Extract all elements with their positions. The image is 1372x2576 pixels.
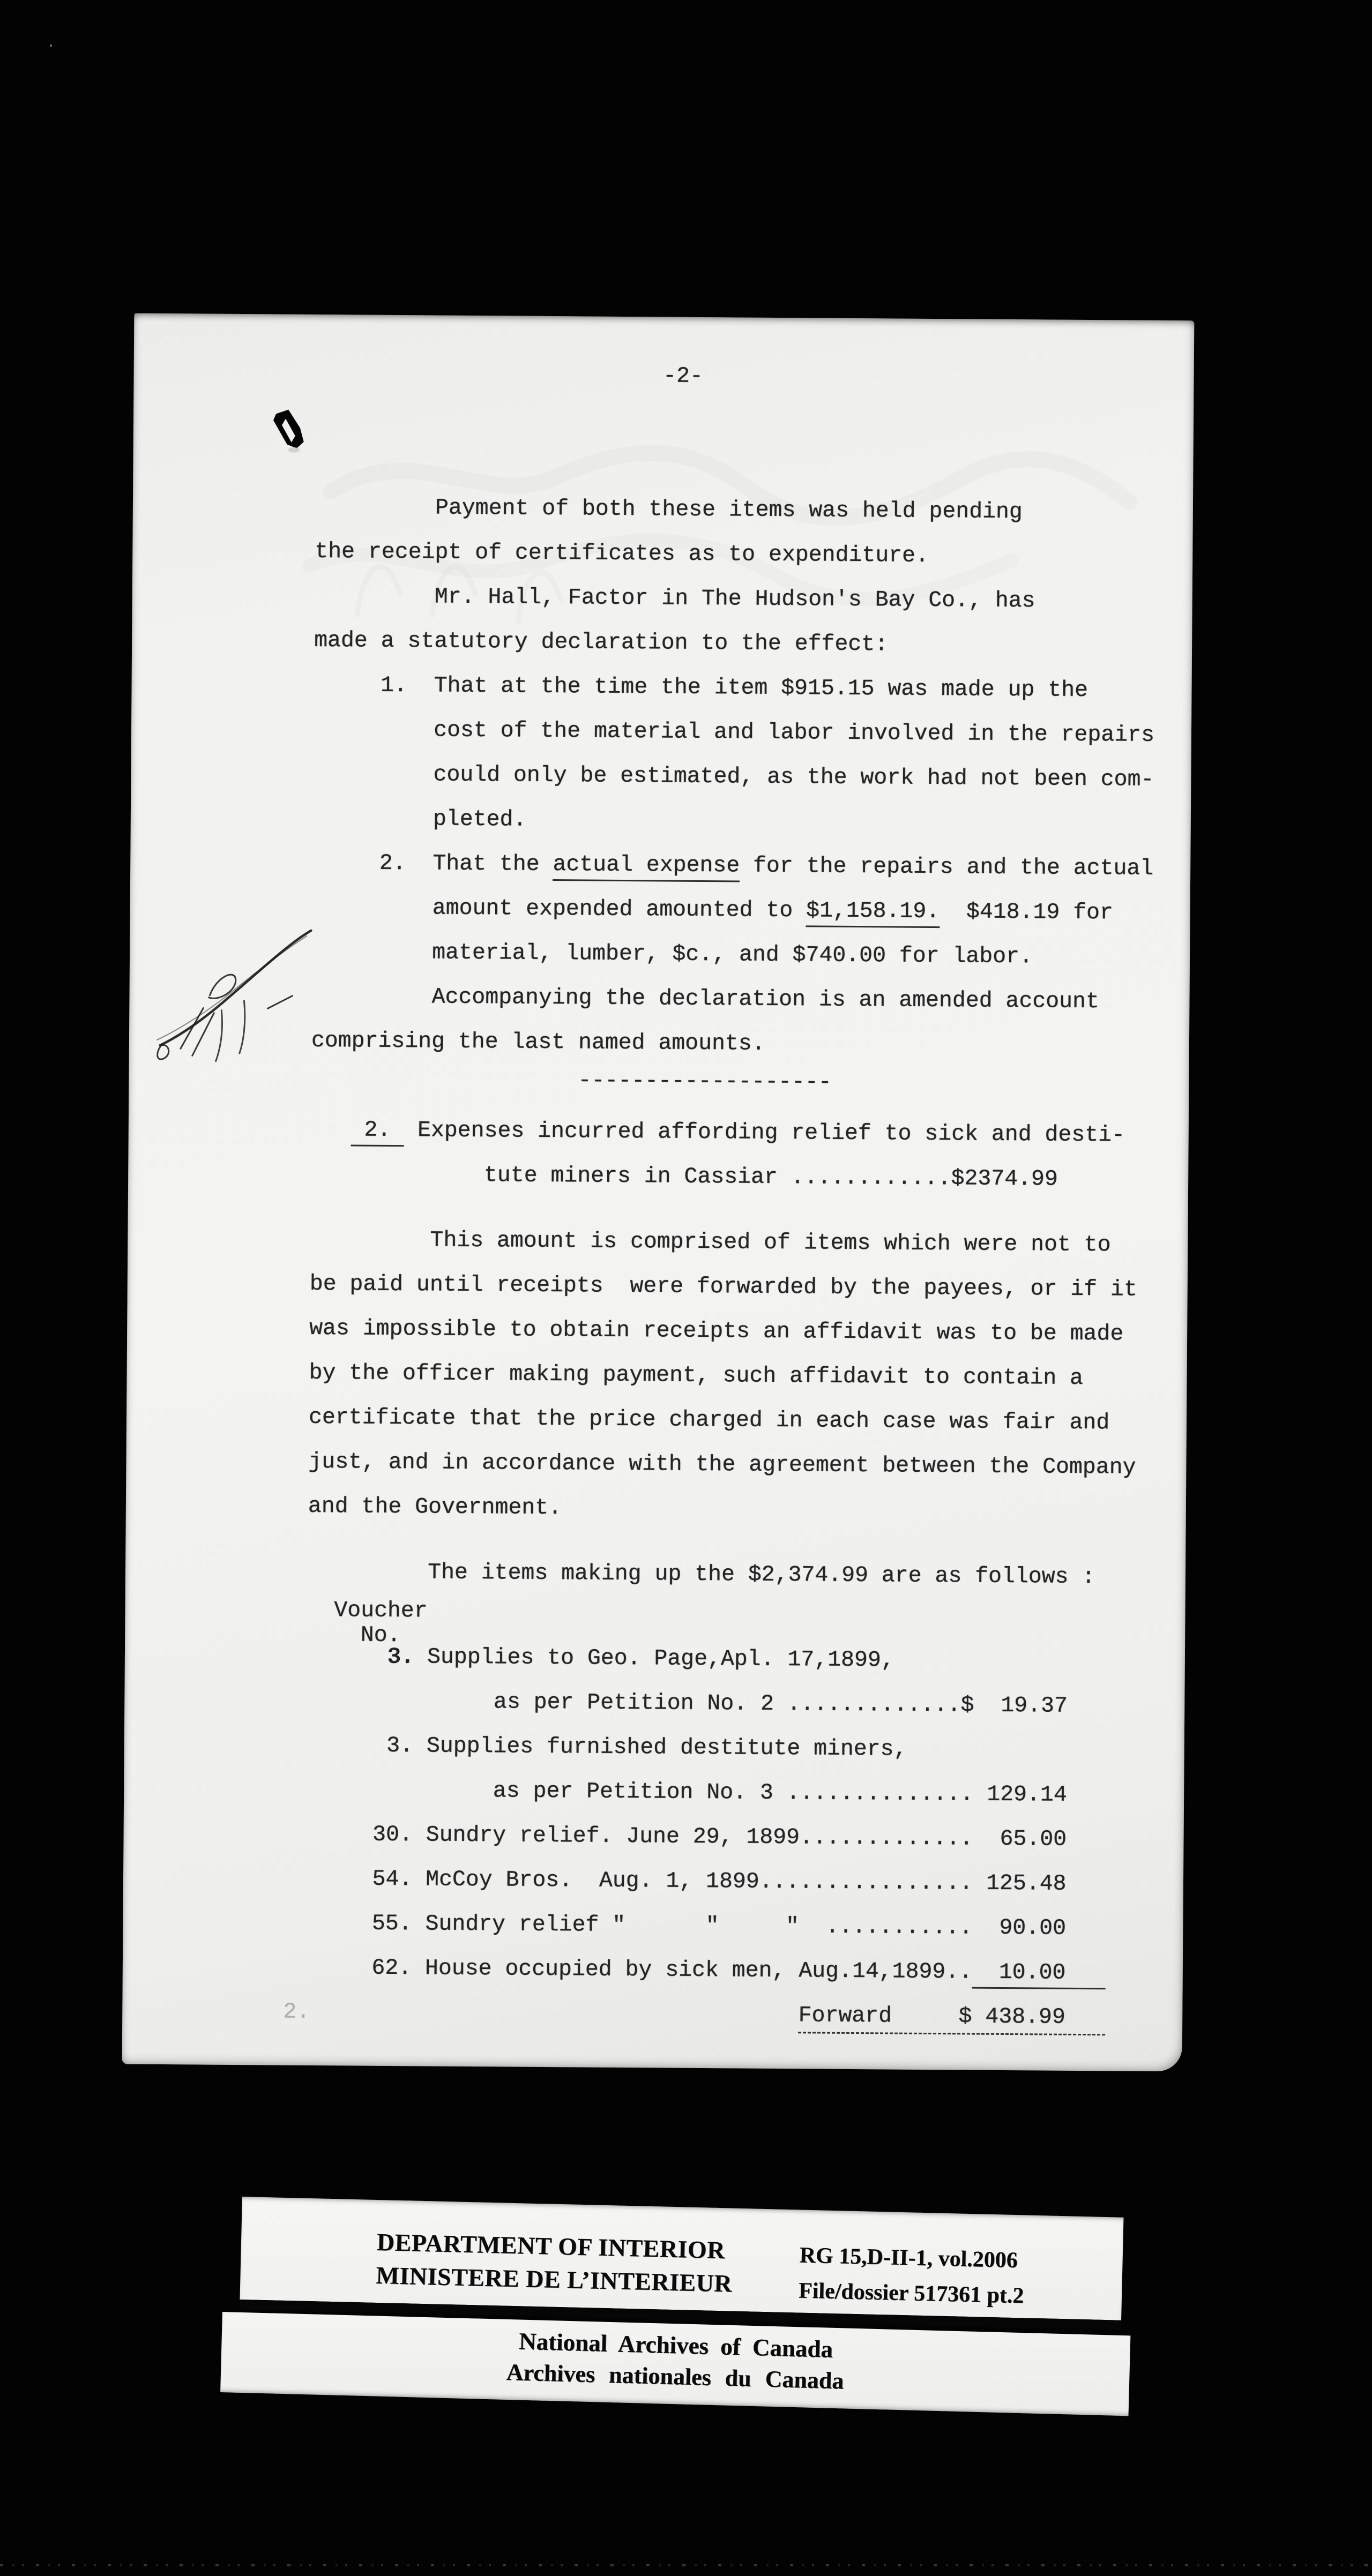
- text-line: -2-: [316, 361, 704, 389]
- text-line: pleted.: [312, 805, 527, 833]
- page-text-layer: [122, 313, 1195, 2072]
- text-line: material, lumber, $c., and $740.00 for labor.: [311, 939, 1033, 970]
- text-line: Payment of both these items was held pending: [315, 494, 1023, 525]
- text-line: 62. House occupied by sick men, Aug.14,1899.. 10.00: [305, 1945, 1106, 1995]
- text-line: amount expended amounted to $1,158.19. $418.19 for: [312, 885, 1113, 935]
- text-line: 2. Expenses incurred affording relief to sick and desti-: [351, 1117, 1125, 1148]
- department-title-fr: MINISTERE DE L’INTERIEUR: [376, 2261, 733, 2297]
- text-line: as per Petition No. 3 .............. 129.14: [306, 1777, 1067, 1808]
- text-line: No.: [307, 1622, 401, 1649]
- text-line: The items making up the $2,374.99 are as follows :: [307, 1559, 1095, 1590]
- archive-reference: [798, 2238, 1025, 2314]
- text-line: Forward $ 438.99: [304, 1990, 1106, 2040]
- file-dossier-reference: File/dossier 517361 pt.2: [798, 2278, 1024, 2309]
- text-line: the receipt of certificates as to expenditure.: [315, 538, 929, 568]
- archive-stamp-box: [240, 2197, 1123, 2330]
- text-line: by the officer making payment, such affidavit to contain a: [309, 1360, 1084, 1391]
- text-line: could only be estimated, as the work had not been com-: [313, 761, 1154, 792]
- text-line: and the Government.: [308, 1493, 562, 1521]
- text-line: Accompanying the declaration is an amended account: [311, 983, 1100, 1015]
- text-line: 2.: [283, 1999, 310, 2025]
- text-line: just, and in accordance with the agreement between the Company: [308, 1449, 1136, 1480]
- archives-name-fr: Archives nationales du Canada: [506, 2358, 845, 2394]
- text-line: made a statutory declaration to the effect:: [314, 627, 889, 657]
- document-page: [122, 313, 1195, 2072]
- text-line: Voucher: [307, 1597, 428, 1624]
- text-line: was impossible to obtain receipts an affidavit was to be made: [309, 1315, 1124, 1347]
- department-title: [376, 2226, 733, 2301]
- text-line: as per Petition No. 2 .............$ 19.37: [307, 1688, 1068, 1719]
- department-title-en: DEPARTMENT OF INTERIOR: [376, 2228, 726, 2264]
- text-line: certificate that the price charged in each case was fair and: [308, 1404, 1110, 1436]
- scanner-noise-strip: [0, 2564, 1372, 2566]
- text-line: 3. Supplies to Geo. Page,Apl. 17,1899,: [387, 1644, 894, 1673]
- text-line: -------------------: [311, 1066, 832, 1095]
- text-line: 30. Sundry relief. June 29, 1899............. 65.00: [305, 1821, 1067, 1852]
- text-line: be paid until receipts were forwarded by the payees, or if it: [309, 1271, 1137, 1302]
- text-line: 1. That at the time the item $915.15 was made up the: [314, 672, 1088, 703]
- text-line: 54. McCoy Bros. Aug. 1, 1899................ 125.48: [305, 1866, 1067, 1897]
- text-line: tute miners in Cassiar ............$2374.99: [310, 1161, 1058, 1192]
- archives-canada-box: [220, 2312, 1130, 2416]
- text-line: This amount is comprised of items which were not to: [310, 1226, 1111, 1258]
- text-line: 3. Supplies furnished destitute miners,: [306, 1732, 907, 1762]
- text-line: comprising the last named amounts.: [311, 1028, 765, 1057]
- text-line: Mr. Hall, Factor in The Hudson's Bay Co., has: [314, 583, 1035, 614]
- archives-name-en: National Archives of Canada: [518, 2327, 833, 2363]
- text-line: 2. That the actual expense for the repairs and the actual: [312, 850, 1154, 881]
- dust-speck: [50, 44, 52, 47]
- record-group-reference: RG 15,D-II-1, vol.2006: [799, 2243, 1018, 2273]
- text-line: cost of the material and labor involved in the repairs: [313, 716, 1155, 748]
- text-line: 55. Sundry relief " " " ........... 90.00: [305, 1910, 1067, 1941]
